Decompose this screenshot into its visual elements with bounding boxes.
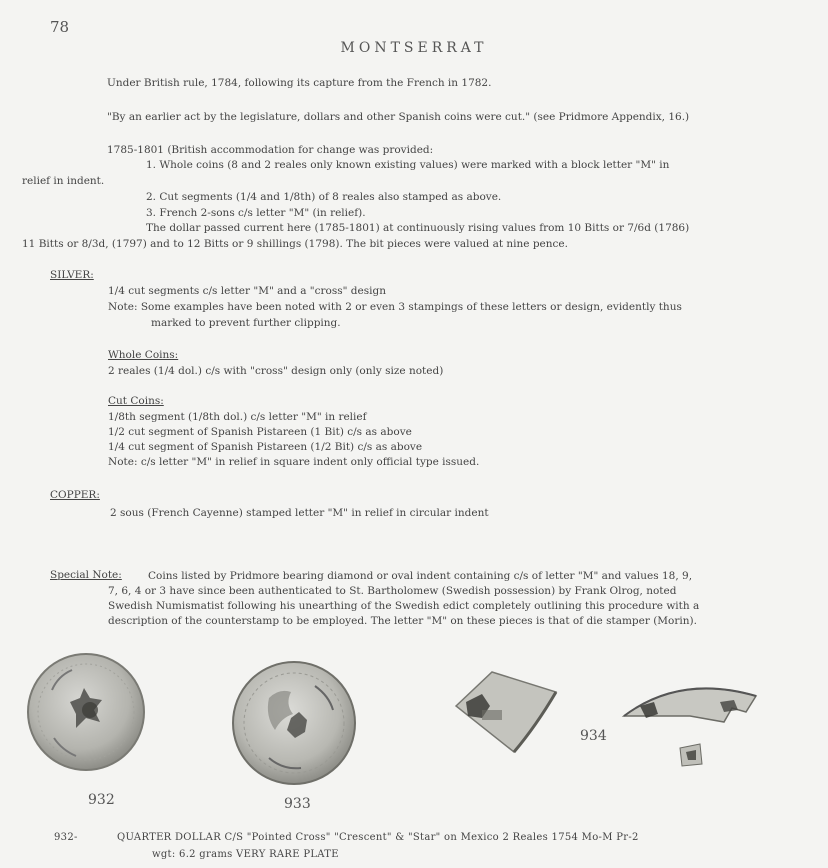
special-note-heading: Special Note:	[50, 569, 122, 581]
cut-coins-heading: Cut Coins:	[108, 395, 164, 407]
silver-note-b: marked to prevent further clipping.	[151, 317, 341, 329]
catalog-description: QUARTER DOLLAR C/S "Pointed Cross" "Crescent" & "Star" on Mexico 2 Reales 1754 Mo-M Pr-2	[117, 832, 639, 843]
cut-note: Note: c/s letter "M" in relief in square indent only official type issued.	[108, 456, 480, 468]
silver-line-1: 1/4 cut segments c/s letter "M" and a "cross" design	[108, 285, 386, 297]
dollar-line-a: The dollar passed current here (1785-1801) at continuously rising values from 10 Bitts or 7/6d (1786)	[146, 222, 690, 234]
coin-934-segment-a-image	[452, 666, 562, 756]
special-line-3: Swedish Numismatist following his unearthing of the Swedish edict completely outlining this procedure with a	[108, 600, 700, 612]
caption-932: 932	[88, 792, 115, 808]
special-line-4: description of the counterstamp to be employed. The letter "M" on these pieces is that of die stamper (Morin).	[108, 615, 697, 627]
cut-line-3: 1/4 cut segment of Spanish Pistareen (1/2 Bit) c/s as above	[108, 441, 423, 453]
copper-heading: COPPER:	[50, 489, 100, 501]
coin-933-image	[229, 658, 359, 788]
special-line-1: Coins listed by Pridmore bearing diamond or oval indent containing c/s of letter "M" and values 18, 9,	[148, 570, 693, 582]
page-title: MONTSERRAT	[340, 40, 488, 56]
period-item-1b: relief in indent.	[22, 175, 105, 187]
period-item-3: 3. French 2-sons c/s letter "M" (in relief).	[146, 207, 366, 219]
caption-934: 934	[580, 728, 607, 744]
silver-heading: SILVER:	[50, 269, 94, 281]
period-heading: 1785-1801 (British accommodation for change was provided:	[107, 144, 434, 156]
coin-932-image	[24, 650, 148, 774]
silver-note-a: Note: Some examples have been noted with 2 or even 3 stampings of these letters or design, evidently thus	[108, 301, 682, 313]
period-item-2: 2. Cut segments (1/4 and 1/8th) of 8 reales also stamped as above.	[146, 191, 502, 203]
catalog-detail: wgt: 6.2 grams VERY RARE PLATE	[152, 849, 339, 860]
intro-line-2: "By an earlier act by the legislature, dollars and other Spanish coins were cut." (see Pridmore Appendix, 16.)	[107, 111, 690, 123]
catalog-number: 932-	[54, 832, 78, 843]
page-number: 78	[50, 18, 70, 36]
special-line-2: 7, 6, 4 or 3 have since been authenticated to St. Bartholomew (Swedish possession) by Frank Olrog, noted	[108, 585, 677, 597]
caption-933: 933	[284, 796, 311, 812]
copper-line-1: 2 sous (French Cayenne) stamped letter "M" in relief in circular indent	[110, 507, 489, 519]
cut-line-2: 1/2 cut segment of Spanish Pistareen (1 Bit) c/s as above	[108, 426, 412, 438]
whole-coins-line: 2 reales (1/4 dol.) c/s with "cross" design only (only size noted)	[108, 365, 444, 377]
coin-934-segment-b-image	[620, 672, 760, 772]
dollar-line-b: 11 Bitts or 8/3d, (1797) and to 12 Bitts or 9 shillings (1798). The bit pieces were valued at nine pence.	[22, 238, 568, 250]
period-item-1a: 1. Whole coins (8 and 2 reales only known existing values) were marked with a block letter "M" in	[146, 159, 670, 171]
whole-coins-heading: Whole Coins:	[108, 349, 179, 361]
cut-line-1: 1/8th segment (1/8th dol.) c/s letter "M" in relief	[108, 411, 367, 423]
intro-line-1: Under British rule, 1784, following its capture from the French in 1782.	[107, 77, 492, 89]
